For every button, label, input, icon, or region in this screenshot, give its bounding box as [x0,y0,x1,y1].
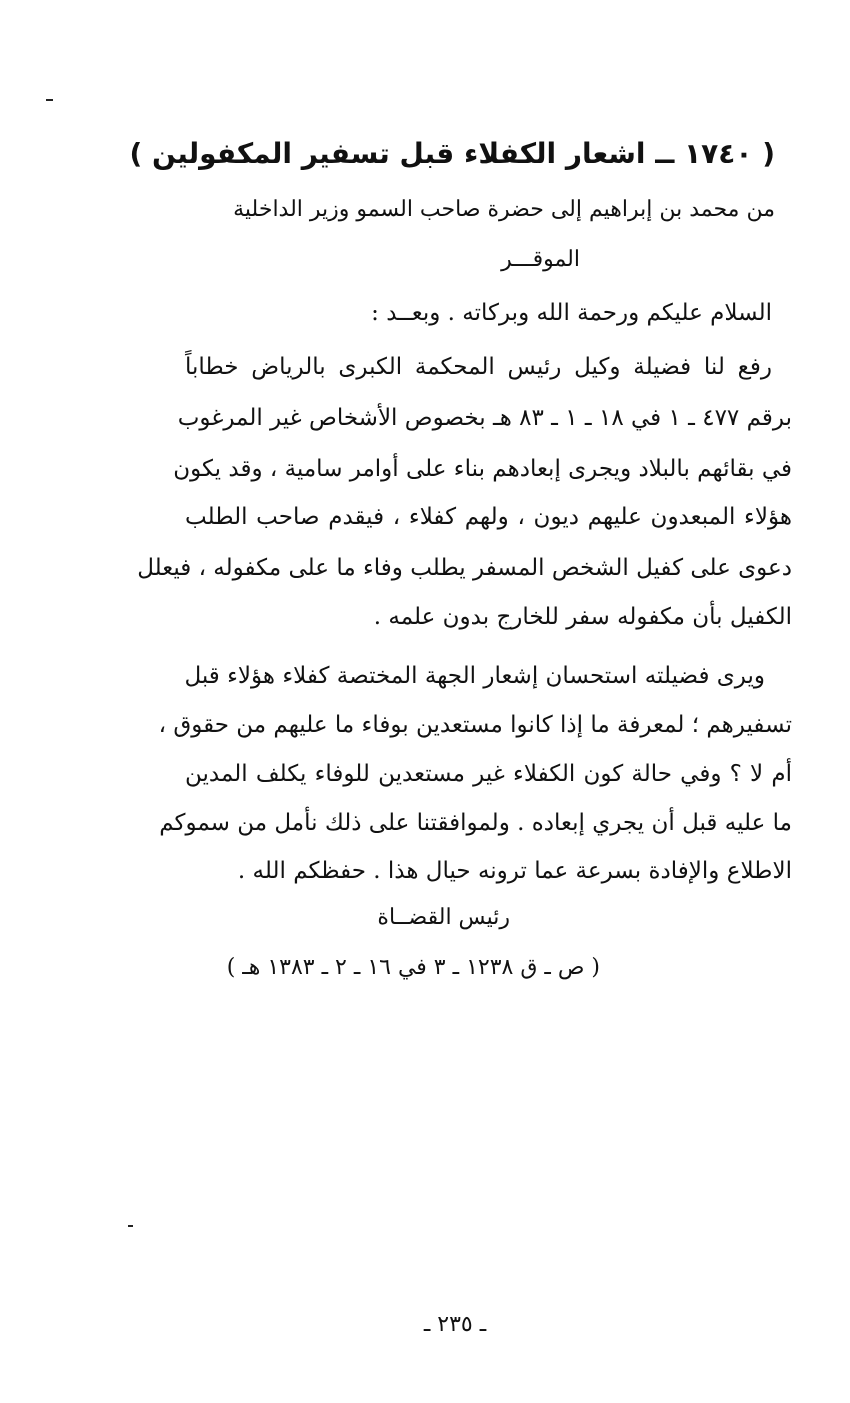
margin-mark [128,1225,133,1227]
paragraph-line: رفع لنا فضيلة وكيل رئيس المحكمة الكبرى بالرياض خطاباً [185,354,772,380]
signature: رئيس القضــاة [377,905,510,930]
paragraph-line: برقم ٤٧٧ ـ ١ في ١٨ ـ ١ ـ ٨٣ هـ بخصوص الأشخاص غير المرغوب [177,405,792,431]
margin-mark [46,99,53,101]
greeting: السلام عليكم ورحمة الله وبركاته . وبعــد : [371,300,772,326]
paragraph-line: الكفيل بأن مكفوله سفر للخارج بدون علمه . [373,604,792,630]
paragraph-line: الاطلاع والإفادة بسرعة عما ترونه حيال هذا . حفظكم الله . [237,858,792,884]
paragraph-line: أم لا ؟ وفي حالة كون الكفلاء غير مستعدين للوفاء يكلف المدين [185,761,792,787]
paragraph-line: تسفيرهم ؛ لمعرفة ما إذا كانوا مستعدين بوفاء ما عليهم من حقوق ، [158,712,792,738]
paragraph-line: في بقائهم بالبلاد ويجرى إبعادهم بناء على أوامر سامية ، وقد يكون [173,456,792,482]
paragraph-line: دعوى على كفيل الشخص المسفر يطلب وفاء ما على مكفوله ، فيعلل [137,555,792,581]
document-title: ( ١٧٤٠ ــ اشعار الكفلاء قبل تسفير المكفولين ) [129,137,775,170]
paragraph-line: ما عليه قبل أن يجري إبعاده . ولموافقتنا على ذلك نأمل من سموكم [159,810,792,836]
page-number: ـ ٢٣٥ ـ [423,1312,487,1337]
reference-citation: ( ص ـ ق ١٢٣٨ ـ ٣ في ١٦ ـ ٢ ـ ١٣٨٣ هـ ) [226,955,600,980]
honorific: الموقـــر [501,247,580,272]
sender-line: من محمد بن إبراهيم إلى حضرة صاحب السمو وزير الداخلية [233,197,775,222]
paragraph-line: ويرى فضيلته استحسان إشعار الجهة المختصة كفلاء هؤلاء قبل [184,663,765,689]
paragraph-line: هؤلاء المبعدون عليهم ديون ، ولهم كفلاء ، فيقدم صاحب الطلب [185,504,792,530]
